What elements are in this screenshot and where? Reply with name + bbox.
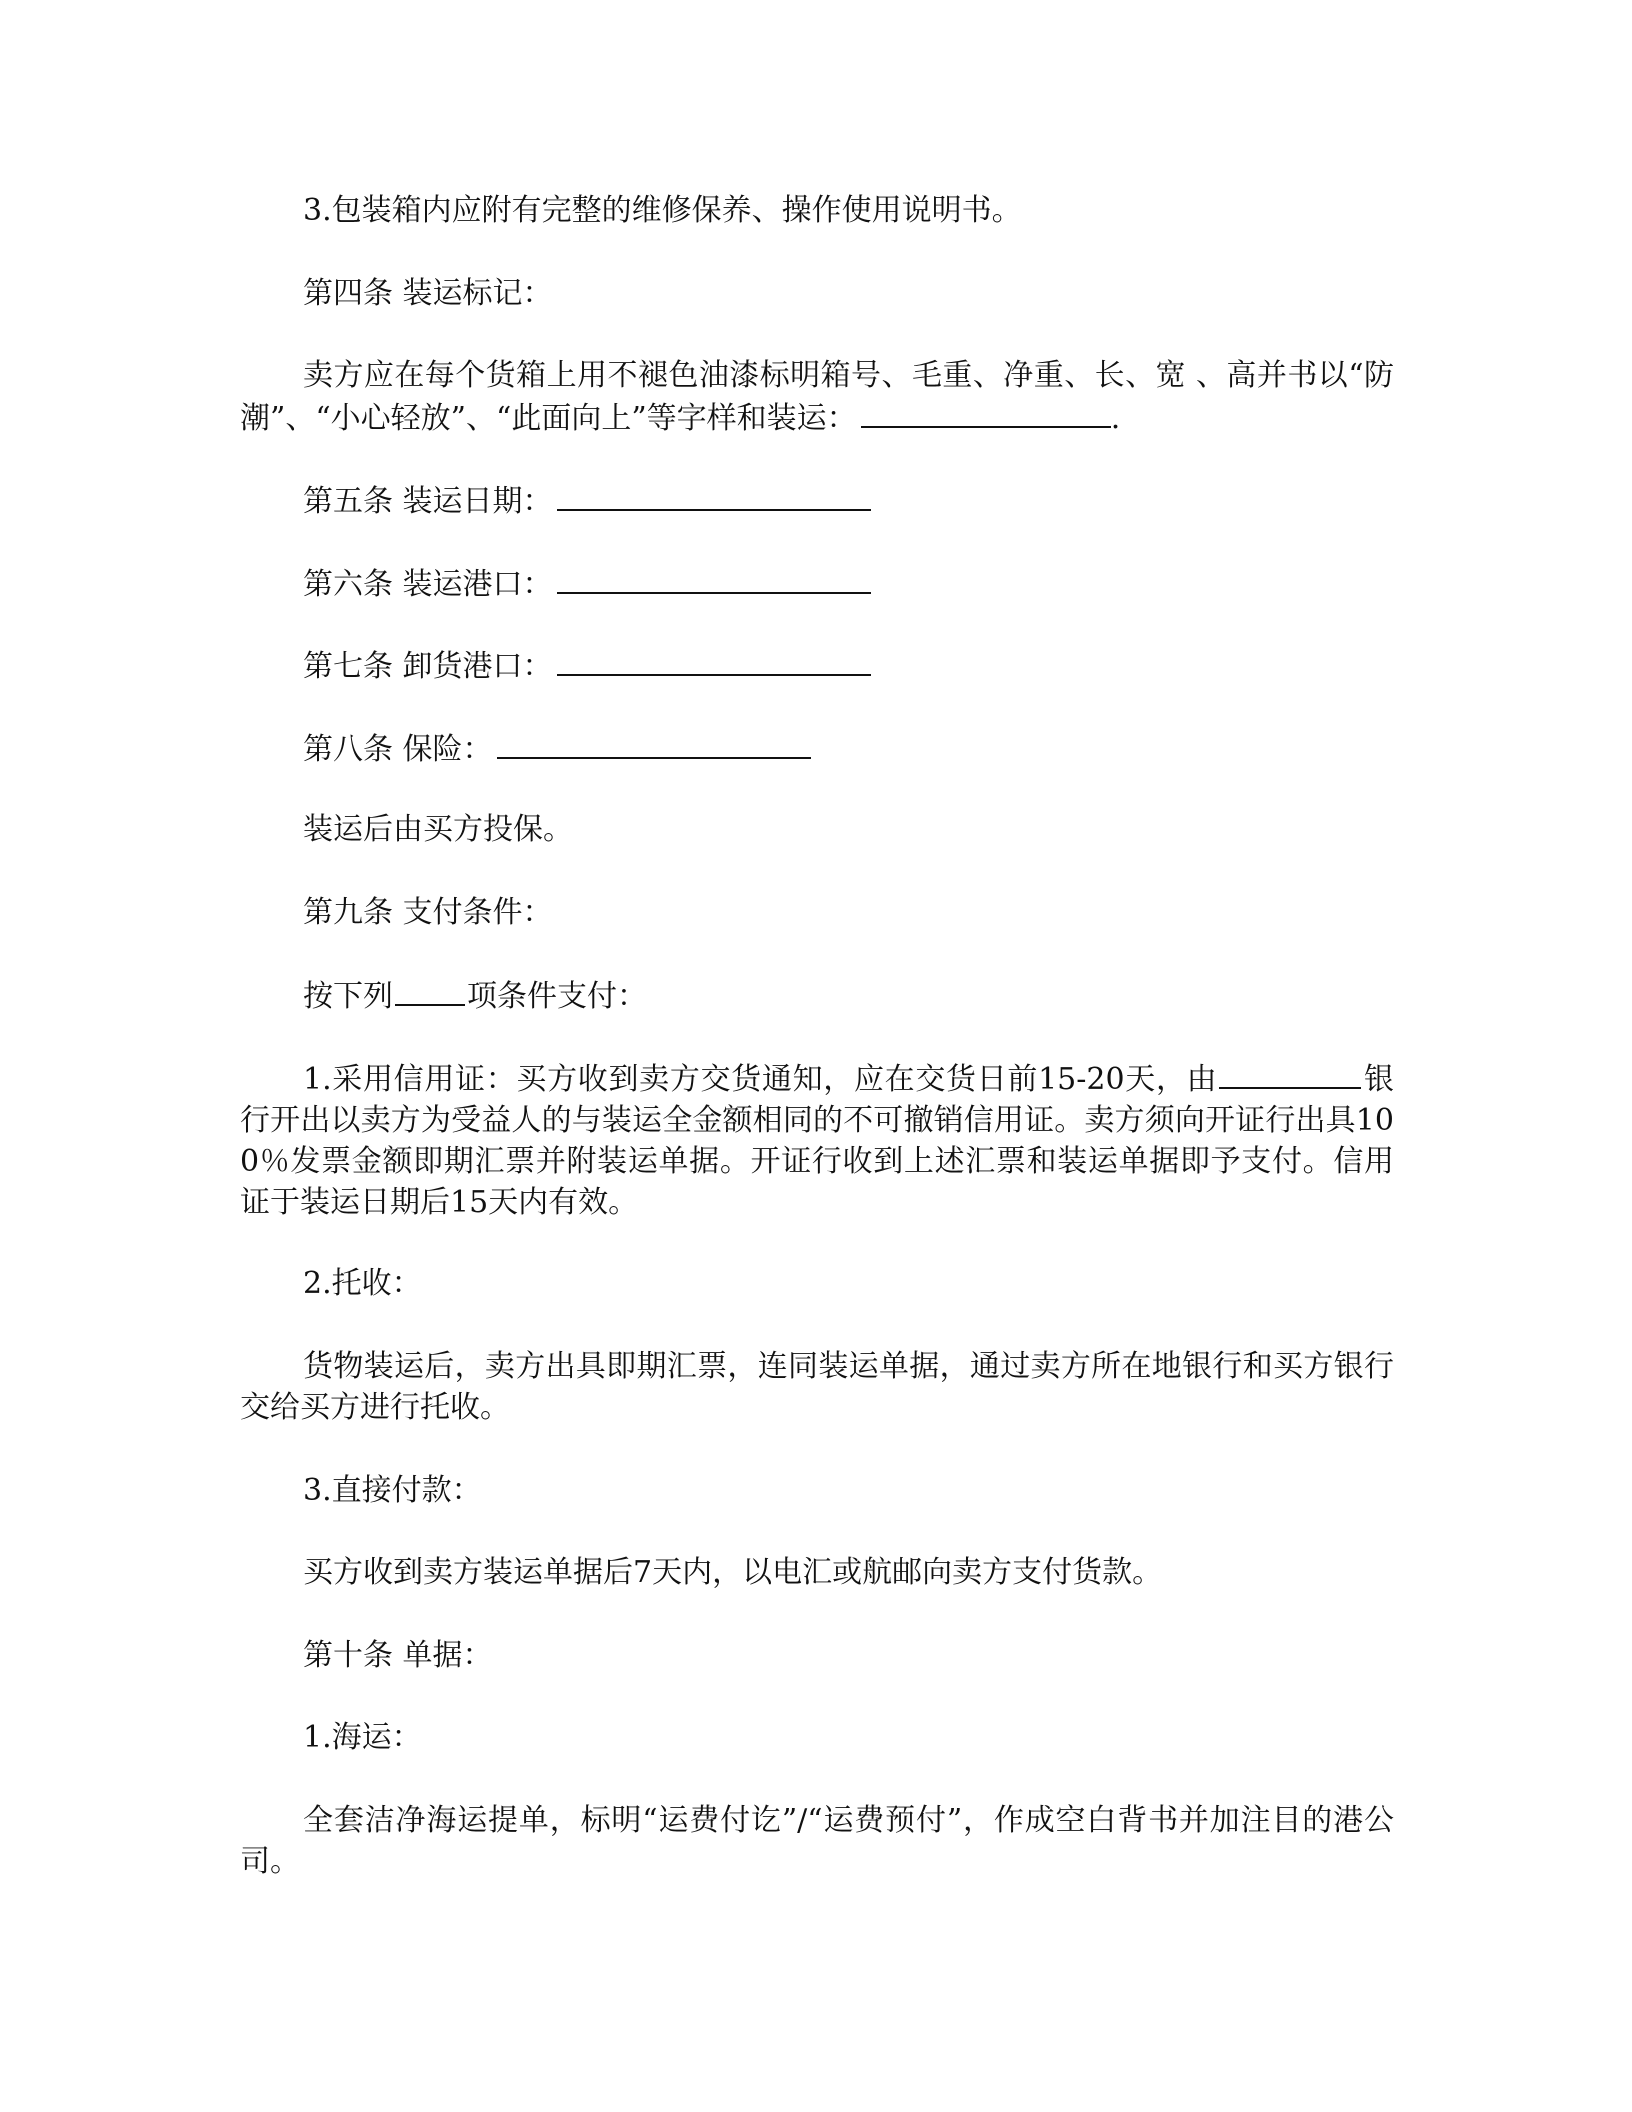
paragraph-payment-option [240, 974, 1394, 1017]
paragraph-letter-of-credit [240, 1057, 1394, 1223]
paragraph-text: 项条件支付： [467, 979, 647, 1014]
document-page [240, 0, 1394, 2112]
fill-in-blank-insurance[interactable] [497, 727, 811, 759]
paragraph-text: 第四条 装运标记： [303, 276, 553, 311]
paragraph-text: 第十条 单据： [303, 1638, 493, 1673]
heading-article-10 [240, 1635, 1394, 1676]
paragraph-text: 第五条 装运日期： [303, 484, 553, 519]
paragraph-suffix: . [1110, 401, 1121, 436]
heading-article-5 [240, 479, 1394, 522]
paragraph-text: 全套洁净海运提单，标明“运费付讫”/“运费预付”，作成空白背书并加注目的港公司。 [240, 1803, 1394, 1879]
paragraph-text: 第九条 支付条件： [303, 895, 553, 930]
heading-article-4 [240, 273, 1394, 314]
paragraph-text: 货物装运后，卖方出具即期汇票，连同装运单据，通过卖方所在地银行和买方银行交给买方进行托收。 [240, 1349, 1394, 1425]
paragraph-insurance-by-buyer [240, 809, 1394, 850]
fill-in-blank-loading-port[interactable] [557, 562, 871, 594]
paragraph-collection-heading [240, 1263, 1394, 1304]
paragraph-text: 卖方应在每个货箱上用不褪色油漆标明箱号、毛重、净重、长、宽 、高并书以“防潮”、“小心轻放”、“此面向上”等字样和装运： [240, 358, 1394, 436]
paragraph-text: 按下列 [303, 979, 393, 1014]
heading-article-8 [240, 727, 1394, 770]
paragraph-direct-payment-heading [240, 1470, 1394, 1511]
paragraph-text: 第七条 卸货港口： [303, 649, 553, 684]
heading-article-7 [240, 644, 1394, 687]
paragraph-text: 银行开出以卖方为受益人的与装运全金额相同的不可撤销信用证。卖方须向开证行出具100％发票金额即期汇票并附装运单据。开证行收到上述汇票和装运单据即予支付。信用证于装运日期后15天内有效。 [240, 1062, 1394, 1220]
paragraph-text: 装运后由买方投保。 [303, 812, 573, 847]
fill-in-blank-shipment-date[interactable] [557, 479, 871, 511]
paragraph-shipping-marks [240, 355, 1394, 439]
paragraph-text: 第八条 保险： [303, 732, 493, 767]
paragraph-text: 3.直接付款： [303, 1473, 482, 1508]
fill-in-blank-payment-option[interactable] [395, 974, 465, 1006]
paragraph-text: 买方收到卖方装运单据后7天内，以电汇或航邮向卖方支付货款。 [303, 1555, 1163, 1590]
paragraph-direct-payment [240, 1552, 1394, 1593]
paragraph-sea-transport-heading [240, 1717, 1394, 1758]
paragraph-text: 1.采用信用证：买方收到卖方交货通知，应在交货日前15-20天，由 [303, 1062, 1218, 1097]
paragraph-text: 3.包装箱内应附有完整的维修保养、操作使用说明书。 [303, 193, 1022, 228]
paragraph-text: 1.海运： [303, 1720, 422, 1755]
heading-article-6 [240, 562, 1394, 605]
paragraph-bill-of-lading [240, 1800, 1394, 1882]
fill-in-blank-bank[interactable] [1219, 1057, 1361, 1089]
paragraph-text: 2.托收： [303, 1266, 422, 1301]
heading-article-9 [240, 892, 1394, 933]
fill-in-blank-discharge-port[interactable] [557, 644, 871, 676]
paragraph-text: 第六条 装运港口： [303, 567, 553, 602]
paragraph-collection [240, 1346, 1394, 1428]
paragraph-packaging-manual [240, 190, 1394, 231]
fill-in-blank-shipping-marks[interactable] [861, 396, 1111, 428]
